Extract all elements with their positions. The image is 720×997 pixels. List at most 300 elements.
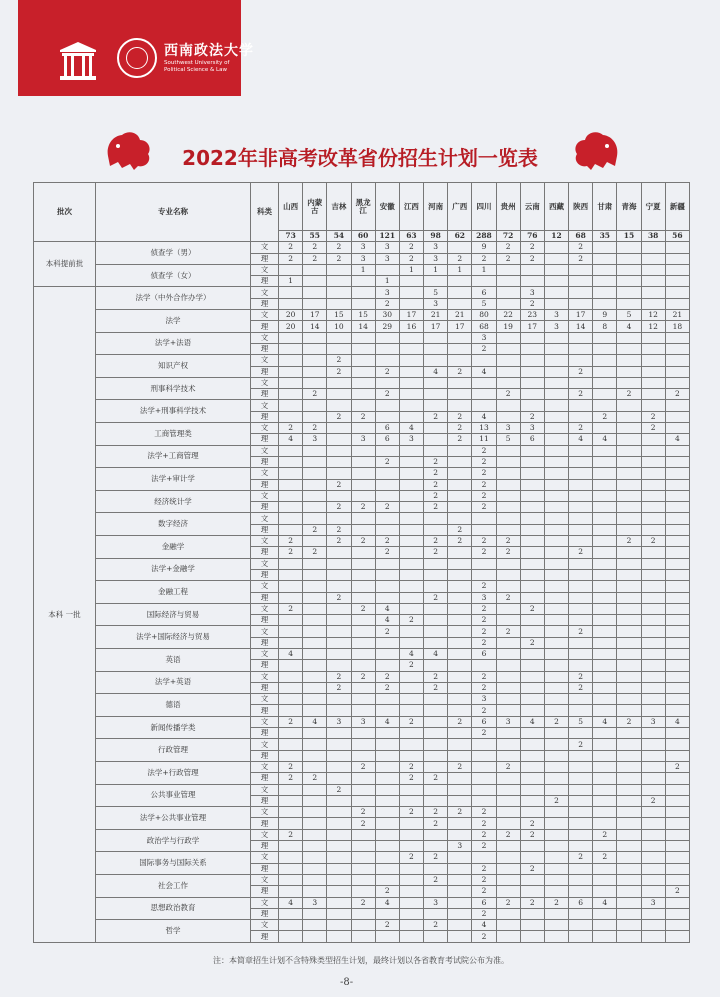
quota-cell	[399, 400, 423, 411]
table-row	[34, 581, 690, 592]
quota-cell	[593, 581, 617, 592]
quota-cell	[665, 750, 689, 761]
quota-cell	[303, 818, 327, 829]
quota-cell	[496, 400, 520, 411]
province-quota: 55	[303, 231, 327, 242]
quota-cell: 2	[399, 716, 423, 727]
quota-cell	[593, 332, 617, 343]
quota-cell	[472, 569, 496, 580]
quota-cell	[279, 389, 303, 400]
quota-cell	[641, 445, 665, 456]
quota-cell	[496, 908, 520, 919]
quota-cell	[593, 671, 617, 682]
quota-cell	[617, 490, 641, 501]
quota-cell	[399, 920, 423, 931]
quota-cell	[544, 468, 568, 479]
quota-cell: 2	[279, 253, 303, 264]
quota-cell	[448, 739, 472, 750]
quota-cell	[665, 592, 689, 603]
quota-cell	[448, 581, 472, 592]
quota-cell	[569, 479, 593, 490]
quota-cell	[520, 852, 544, 863]
quota-cell	[641, 479, 665, 490]
quota-cell	[520, 592, 544, 603]
table-row	[34, 603, 690, 614]
quota-cell: 6	[520, 434, 544, 445]
province-quota: 73	[279, 231, 303, 242]
quota-cell: 2	[569, 671, 593, 682]
quota-cell	[424, 784, 448, 795]
quota-cell	[617, 377, 641, 388]
quota-cell	[617, 694, 641, 705]
quota-cell	[569, 355, 593, 366]
quota-cell: 4	[593, 716, 617, 727]
quota-cell	[303, 841, 327, 852]
quota-cell	[279, 298, 303, 309]
quota-cell	[375, 400, 399, 411]
province-quota: 12	[544, 231, 568, 242]
quota-cell	[399, 603, 423, 614]
quota-cell	[327, 377, 351, 388]
quota-cell	[617, 366, 641, 377]
quota-cell: 4	[520, 716, 544, 727]
quota-cell	[496, 615, 520, 626]
subject-cell: 文	[251, 784, 279, 795]
quota-cell	[665, 242, 689, 253]
quota-cell	[569, 807, 593, 818]
quota-cell: 15	[351, 310, 375, 321]
quota-cell	[399, 536, 423, 547]
quota-cell: 4	[472, 366, 496, 377]
quota-cell	[520, 739, 544, 750]
quota-cell: 8	[593, 321, 617, 332]
quota-cell	[327, 829, 351, 840]
quota-cell	[448, 276, 472, 287]
quota-cell	[520, 264, 544, 275]
province-quota: 288	[472, 231, 496, 242]
quota-cell: 2	[424, 536, 448, 547]
quota-cell	[641, 818, 665, 829]
quota-cell	[569, 795, 593, 806]
quota-cell	[351, 569, 375, 580]
quota-cell: 18	[665, 321, 689, 332]
quota-cell	[327, 603, 351, 614]
university-name-cn: 西南政法大学	[164, 43, 254, 59]
quota-cell: 2	[351, 603, 375, 614]
quota-cell: 2	[424, 682, 448, 693]
quota-cell	[520, 366, 544, 377]
quota-cell	[496, 841, 520, 852]
quota-cell	[520, 682, 544, 693]
quota-cell: 2	[351, 818, 375, 829]
quota-cell	[617, 671, 641, 682]
quota-cell	[617, 931, 641, 942]
table-row	[34, 423, 690, 434]
university-seal-icon	[117, 38, 157, 78]
quota-cell	[544, 287, 568, 298]
subject-cell: 理	[251, 366, 279, 377]
quota-cell	[303, 377, 327, 388]
quota-cell	[569, 287, 593, 298]
quota-cell	[303, 490, 327, 501]
quota-cell	[520, 615, 544, 626]
quota-cell	[351, 739, 375, 750]
quota-cell	[351, 682, 375, 693]
quota-cell	[617, 298, 641, 309]
quota-cell	[351, 355, 375, 366]
quota-cell: 2	[327, 366, 351, 377]
quota-cell: 2	[472, 829, 496, 840]
quota-cell: 29	[375, 321, 399, 332]
quota-cell	[399, 332, 423, 343]
quota-cell	[569, 874, 593, 885]
quota-cell: 1	[399, 264, 423, 275]
quota-cell	[327, 547, 351, 558]
table-row	[34, 716, 690, 727]
quota-cell	[351, 829, 375, 840]
quota-cell	[448, 298, 472, 309]
quota-cell: 4	[593, 897, 617, 908]
province-quota: 15	[617, 231, 641, 242]
quota-cell	[569, 728, 593, 739]
quota-cell	[593, 276, 617, 287]
quota-cell	[544, 547, 568, 558]
subject-cell: 理	[251, 773, 279, 784]
quota-cell: 2	[569, 852, 593, 863]
quota-cell	[665, 615, 689, 626]
quota-cell: 1	[279, 276, 303, 287]
quota-cell	[472, 389, 496, 400]
quota-cell: 4	[424, 366, 448, 377]
quota-cell	[448, 445, 472, 456]
quota-cell	[327, 818, 351, 829]
quota-cell	[593, 648, 617, 659]
quota-cell	[472, 739, 496, 750]
quota-cell: 3	[303, 434, 327, 445]
quota-cell	[351, 377, 375, 388]
quota-cell	[641, 355, 665, 366]
quota-cell	[327, 920, 351, 931]
quota-cell	[641, 637, 665, 648]
quota-cell	[399, 795, 423, 806]
quota-cell: 2	[279, 716, 303, 727]
quota-cell: 2	[448, 761, 472, 772]
quota-cell	[569, 660, 593, 671]
province-header: 甘肃	[593, 183, 617, 231]
subject-cell: 理	[251, 547, 279, 558]
quota-cell	[544, 264, 568, 275]
subject-cell: 文	[251, 513, 279, 524]
quota-cell	[617, 615, 641, 626]
quota-cell: 2	[544, 795, 568, 806]
major-name-cell: 法学+法语	[96, 332, 251, 355]
quota-cell	[665, 253, 689, 264]
quota-cell	[351, 343, 375, 354]
quota-cell	[399, 276, 423, 287]
quota-cell	[520, 920, 544, 931]
quota-cell: 2	[665, 389, 689, 400]
subject-cell: 理	[251, 660, 279, 671]
quota-cell	[641, 276, 665, 287]
quota-cell	[496, 682, 520, 693]
quota-cell	[399, 897, 423, 908]
quota-cell	[569, 637, 593, 648]
quota-cell	[472, 400, 496, 411]
quota-cell: 3	[351, 716, 375, 727]
quota-cell	[448, 784, 472, 795]
province-header: 江西	[399, 183, 423, 231]
quota-cell	[448, 547, 472, 558]
quota-cell	[399, 908, 423, 919]
quota-cell	[448, 502, 472, 513]
quota-cell: 3	[303, 897, 327, 908]
quota-cell: 2	[327, 592, 351, 603]
quota-cell	[617, 920, 641, 931]
quota-cell	[448, 490, 472, 501]
quota-cell	[303, 761, 327, 772]
province-header: 山西	[279, 183, 303, 231]
quota-cell	[375, 784, 399, 795]
quota-cell: 2	[472, 874, 496, 885]
quota-cell	[375, 908, 399, 919]
quota-cell	[641, 592, 665, 603]
quota-cell	[448, 750, 472, 761]
quota-cell	[617, 581, 641, 592]
quota-cell	[279, 863, 303, 874]
quota-cell: 2	[472, 637, 496, 648]
quota-cell	[399, 569, 423, 580]
quota-cell	[569, 298, 593, 309]
quota-cell	[665, 874, 689, 885]
quota-cell: 5	[617, 310, 641, 321]
major-name-cell: 数字经济	[96, 513, 251, 536]
quota-cell	[448, 908, 472, 919]
quota-cell	[593, 423, 617, 434]
quota-cell: 2	[496, 536, 520, 547]
table-row	[34, 558, 690, 569]
quota-cell: 17	[424, 321, 448, 332]
quota-cell	[641, 389, 665, 400]
quota-cell	[569, 694, 593, 705]
quota-cell	[375, 355, 399, 366]
quota-cell	[641, 660, 665, 671]
quota-cell	[496, 807, 520, 818]
quota-cell	[279, 694, 303, 705]
subject-cell: 文	[251, 807, 279, 818]
quota-cell	[448, 456, 472, 467]
quota-cell	[569, 818, 593, 829]
quota-cell	[424, 524, 448, 535]
quota-cell: 3	[520, 287, 544, 298]
quota-cell: 4	[399, 423, 423, 434]
quota-cell	[279, 490, 303, 501]
quota-cell: 3	[496, 423, 520, 434]
quota-cell	[303, 536, 327, 547]
province-header: 新疆	[665, 183, 689, 231]
quota-cell	[544, 931, 568, 942]
quota-cell	[351, 400, 375, 411]
quota-cell: 2	[327, 524, 351, 535]
quota-cell	[303, 366, 327, 377]
quota-cell	[399, 671, 423, 682]
quota-cell	[448, 874, 472, 885]
quota-cell	[569, 886, 593, 897]
quota-cell	[544, 761, 568, 772]
quota-cell	[472, 773, 496, 784]
quota-cell	[399, 343, 423, 354]
quota-cell: 2	[375, 389, 399, 400]
quota-cell: 3	[641, 897, 665, 908]
quota-cell	[351, 468, 375, 479]
quota-cell	[351, 456, 375, 467]
quota-cell: 3	[424, 242, 448, 253]
quota-cell	[327, 468, 351, 479]
quota-cell: 2	[641, 536, 665, 547]
quota-cell	[665, 682, 689, 693]
subject-cell: 理	[251, 818, 279, 829]
quota-cell	[665, 728, 689, 739]
quota-cell	[665, 479, 689, 490]
quota-cell: 2	[665, 886, 689, 897]
quota-cell: 2	[472, 671, 496, 682]
quota-cell	[544, 908, 568, 919]
quota-cell	[665, 343, 689, 354]
quota-cell	[520, 389, 544, 400]
major-name-cell: 侦查学（男）	[96, 242, 251, 265]
quota-cell: 4	[279, 434, 303, 445]
quota-cell	[327, 852, 351, 863]
col-major-header: 专业名称	[96, 183, 251, 242]
subject-cell: 理	[251, 682, 279, 693]
quota-cell: 3	[641, 716, 665, 727]
quota-cell	[569, 592, 593, 603]
quota-cell: 2	[375, 671, 399, 682]
quota-cell	[448, 728, 472, 739]
quota-cell	[327, 908, 351, 919]
quota-cell: 2	[279, 829, 303, 840]
quota-cell	[665, 829, 689, 840]
quota-cell	[665, 863, 689, 874]
table-row	[34, 310, 690, 321]
quota-cell	[375, 377, 399, 388]
quota-cell	[665, 400, 689, 411]
enrollment-plan-table	[33, 182, 690, 943]
quota-cell: 2	[472, 253, 496, 264]
quota-cell	[279, 592, 303, 603]
quota-cell: 4	[375, 716, 399, 727]
province-header: 青海	[617, 183, 641, 231]
quota-cell	[665, 298, 689, 309]
subject-cell: 理	[251, 908, 279, 919]
major-name-cell: 英语	[96, 648, 251, 671]
quota-cell	[641, 874, 665, 885]
quota-cell	[617, 603, 641, 614]
quota-cell: 2	[496, 761, 520, 772]
quota-cell	[351, 366, 375, 377]
quota-cell	[665, 739, 689, 750]
quota-cell	[424, 389, 448, 400]
quota-cell	[351, 547, 375, 558]
province-header: 陕西	[569, 183, 593, 231]
quota-cell	[593, 761, 617, 772]
province-header: 广西	[448, 183, 472, 231]
quota-cell	[617, 761, 641, 772]
quota-cell	[399, 355, 423, 366]
quota-cell	[351, 705, 375, 716]
province-quota: 98	[424, 231, 448, 242]
quota-cell: 4	[472, 411, 496, 422]
quota-cell	[520, 705, 544, 716]
quota-cell	[593, 626, 617, 637]
quota-cell: 12	[641, 321, 665, 332]
table-row	[34, 852, 690, 863]
quota-cell: 20	[279, 321, 303, 332]
gate-arch-icon	[56, 38, 100, 82]
quota-cell: 2	[399, 660, 423, 671]
quota-cell: 2	[448, 536, 472, 547]
quota-cell	[327, 332, 351, 343]
quota-cell	[399, 298, 423, 309]
quota-cell	[641, 773, 665, 784]
quota-cell	[544, 841, 568, 852]
quota-cell	[399, 626, 423, 637]
quota-cell	[327, 513, 351, 524]
quota-cell	[593, 773, 617, 784]
quota-cell	[496, 637, 520, 648]
quota-cell	[496, 750, 520, 761]
quota-cell	[665, 287, 689, 298]
quota-cell	[327, 750, 351, 761]
quota-cell: 2	[424, 773, 448, 784]
table-row	[34, 874, 690, 885]
quota-cell	[569, 773, 593, 784]
subject-cell: 文	[251, 490, 279, 501]
quota-cell	[279, 581, 303, 592]
subject-cell: 文	[251, 852, 279, 863]
quota-cell	[665, 648, 689, 659]
quota-cell	[424, 705, 448, 716]
quota-cell: 4	[375, 897, 399, 908]
quota-cell	[665, 524, 689, 535]
subject-cell: 理	[251, 479, 279, 490]
subject-cell: 文	[251, 423, 279, 434]
quota-cell	[544, 434, 568, 445]
quota-cell	[593, 682, 617, 693]
province-header: 内蒙古	[303, 183, 327, 231]
quota-cell	[593, 795, 617, 806]
quota-cell	[617, 874, 641, 885]
quota-cell: 2	[520, 411, 544, 422]
quota-cell: 2	[520, 242, 544, 253]
quota-cell	[520, 750, 544, 761]
quota-cell	[665, 671, 689, 682]
quota-cell	[641, 377, 665, 388]
quota-cell: 2	[496, 829, 520, 840]
quota-cell: 2	[472, 490, 496, 501]
quota-cell	[448, 863, 472, 874]
quota-cell: 4	[375, 603, 399, 614]
quota-cell	[496, 603, 520, 614]
quota-cell: 3	[472, 694, 496, 705]
quota-cell	[375, 874, 399, 885]
quota-cell	[593, 569, 617, 580]
quota-cell	[593, 456, 617, 467]
quota-cell	[665, 818, 689, 829]
quota-cell: 2	[472, 536, 496, 547]
quota-cell: 2	[472, 931, 496, 942]
quota-cell	[279, 728, 303, 739]
quota-cell	[375, 795, 399, 806]
